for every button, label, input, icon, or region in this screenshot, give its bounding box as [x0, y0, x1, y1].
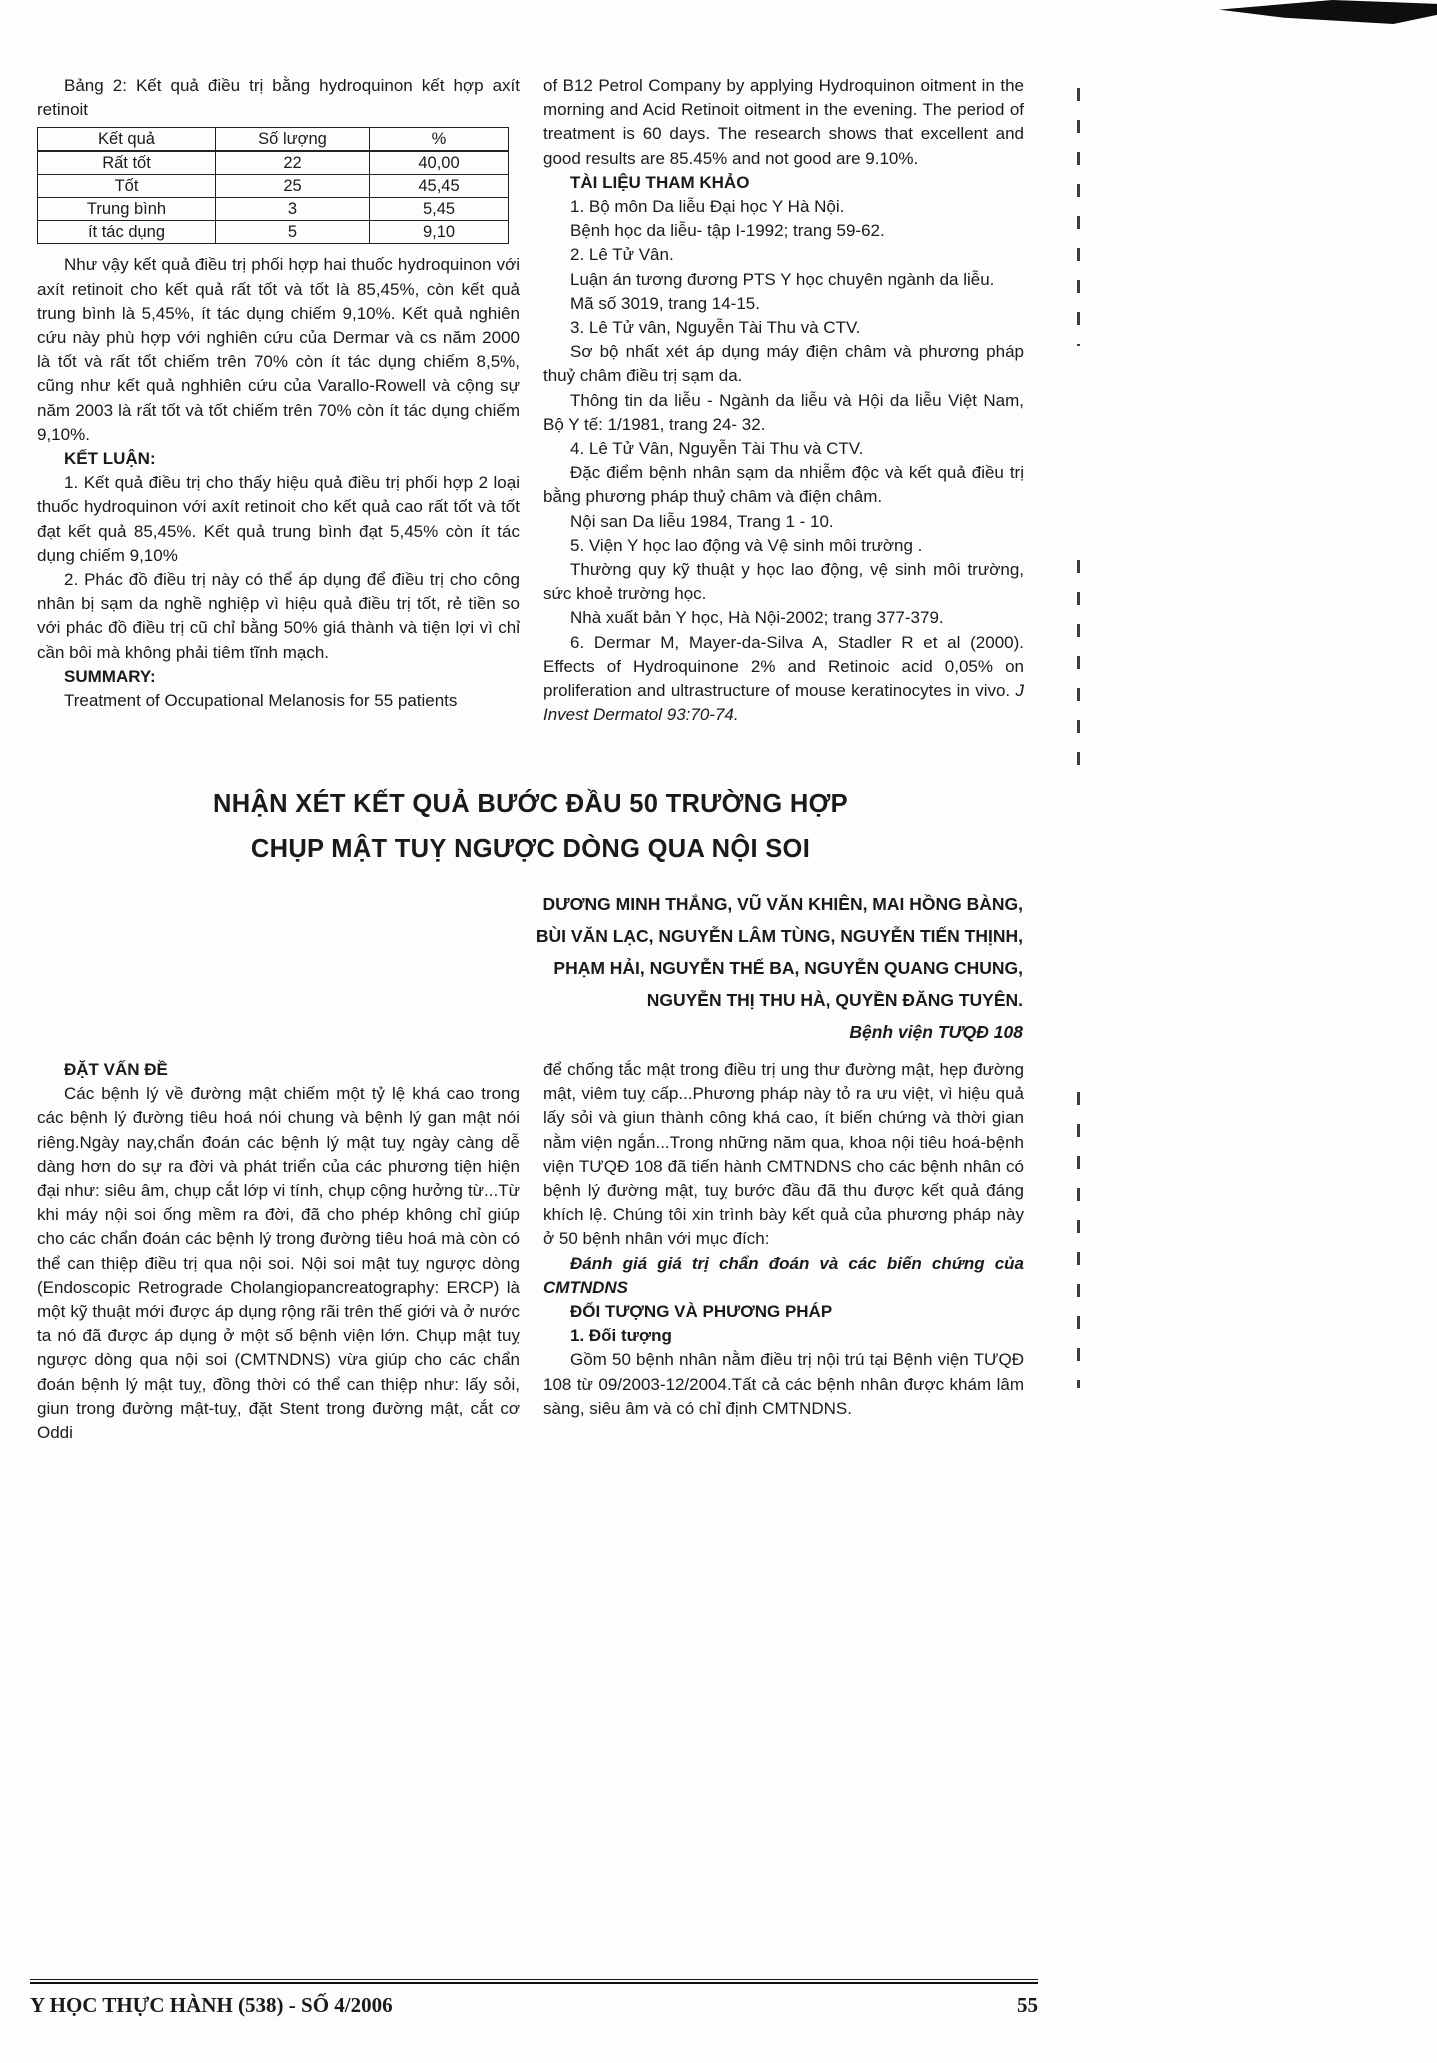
- table-caption: Bảng 2: Kết quả điều trị bằng hydroquinon kết hợp axít retinoit: [37, 76, 520, 120]
- article1-left-column: [37, 74, 520, 713]
- reference-item: Bệnh học da liễu- tập I-1992; trang 59-62.: [570, 221, 885, 241]
- table-header-cell: %: [370, 128, 509, 152]
- scan-corner-artifact: [1219, 0, 1437, 24]
- table-row: [38, 151, 509, 175]
- table-cell: Tốt: [38, 175, 216, 198]
- summary-heading: SUMMARY:: [64, 666, 156, 686]
- reference-item: [543, 631, 1024, 728]
- reference-item: Thường quy kỹ thuật y học lao động, vệ sinh môi trường, sức khoẻ trường học.: [543, 560, 1024, 604]
- article2-title-line1: NHẬN XÉT KẾT QUẢ BƯỚC ĐẦU 50 TRƯỜNG HỢP: [213, 790, 848, 818]
- reference-item: 3. Lê Tử vân, Nguyễn Tài Thu và CTV.: [570, 318, 861, 338]
- footer-journal-title: Y HỌC THỰC HÀNH (538) - SỐ 4/2006: [30, 1993, 393, 2017]
- article2-right-column: [543, 1058, 1024, 1421]
- intro-paragraph-right: để chống tắc mật trong điều trị ung thư đường mật, hẹp đường mật, viêm tuỵ cấp...Phương pháp này tỏ ra ưu việt, vì hiệu quả lấy sỏi và giun thành công khá cao, ít biến chứng và thời gian nằm viện ngắn...Trong những năm qua, khoa nội tiêu hoá-bệnh viện TƯQĐ 108 đã tiến hành CMTNDNS cho các bệnh nhân có bệnh lý đường mật, tuỵ bước đầu đã thu được kết quả đáng khích lệ. Chúng tôi xin trình bày kết quả của phương pháp này ở 50 bệnh nhân với mục đích:: [543, 1060, 1024, 1249]
- table-row: [38, 175, 509, 198]
- reference-item: Nhà xuất bản Y học, Hà Nội-2002; trang 377-379.: [570, 608, 944, 628]
- scan-dash-artifact: [1077, 560, 1080, 765]
- conclusion-item-1: 1. Kết quả điều trị cho thấy hiệu quả điều trị phối hợp 2 loại thuốc hydroquinon với axít retinoit cho kết quả cao rất tốt và tốt đạt kết quả 85,45%. Kết quả trung bình đạt 5,45% còn ít tác dụng chiếm 9,10%: [37, 473, 520, 565]
- references-heading: TÀI LIỆU THAM KHẢO: [570, 172, 750, 192]
- authors-line: BÙI VĂN LẠC, NGUYỄN LÂM TÙNG, NGUYỄN TIẾN THỊNH,: [535, 926, 1023, 946]
- article2-title-line2: CHỤP MẬT TUỴ NGƯỢC DÒNG QUA NỘI SOI: [250, 835, 811, 863]
- authors-line: PHẠM HẢI, NGUYỄN THẾ BA, NGUYỄN QUANG CHUNG,: [553, 958, 1023, 978]
- conclusion-item-2: 2. Phác đồ điều trị này có thể áp dụng để điều trị cho công nhân bị sạm da nghề nghiệp vì hiệu quả điều trị tốt, rẻ tiền so với phác đồ điều trị cũ chỉ bằng 50% giá thành và tiện lợi vì chỉ cần bôi mà không phải tiêm tĩnh mạch.: [37, 570, 520, 662]
- table-row: [38, 221, 509, 244]
- table-cell: 25: [216, 175, 370, 198]
- table-cell: Trung bình: [38, 198, 216, 221]
- reference-item: Thông tin da liễu - Ngành da liễu và Hội da liễu Việt Nam, Bộ Y tế: 1/1981, trang 24- 32.: [543, 390, 1024, 434]
- table-cell: 45,45: [370, 175, 509, 198]
- subjects-heading: 1. Đối tượng: [570, 1326, 672, 1346]
- journal-footer: [30, 1993, 1038, 2018]
- table-cell: 5: [216, 221, 370, 244]
- objective-statement: Đánh giá giá trị chẩn đoán và các biến chứng của CMTNDNS: [543, 1253, 1024, 1297]
- table-row: [38, 198, 509, 221]
- table-cell: Rất tốt: [38, 151, 216, 175]
- reference-item: Luận án tương đương PTS Y học chuyên ngành da liễu.: [570, 269, 995, 289]
- reference-journal-italic: J Invest Dermatol 93:70-74.: [543, 681, 1024, 725]
- article1-right-column: [543, 74, 1024, 727]
- table-cell: 22: [216, 151, 370, 175]
- results-table: [37, 127, 509, 244]
- table-header-cell: Kết quả: [38, 128, 216, 152]
- table-cell: 9,10: [370, 221, 509, 244]
- subjects-paragraph: Gồm 50 bệnh nhân nằm điều trị nội trú tại Bệnh viện TƯQĐ 108 từ 09/2003-12/2004.Tất cả các bệnh nhân được khám lâm sàng, siêu âm và có chỉ định CMTNDNS.: [543, 1350, 1024, 1418]
- article2-title: [37, 782, 1024, 872]
- intro-heading: ĐẶT VẤN ĐỀ: [64, 1060, 168, 1079]
- intro-paragraph-left: Các bệnh lý về đường mật chiếm một tỷ lệ khá cao trong các bệnh lý đường tiêu hoá nói chung và bệnh lý gan mật nói riêng.Ngày nay,chẩn đoán các bệnh lý mật tuỵ ngày càng dễ dàng hơn do sự ra đời và phát triển của các phương tiện hiện đại như: siêu âm, chụp cắt lớp vi tính, chụp cộng hưởng từ...Từ khi máy nội soi ống mềm ra đời, đã cho phép không chỉ giúp cho các chẩn đoán các bệnh lý trong đường tiêu hoá mà còn có thể can thiệp điều trị qua nội soi. Nội soi mật tuỵ ngược dòng (Endoscopic Retrograde Cholangiopancreatography: ERCP) là một kỹ thuật mới được áp dụng rộng rãi trên thế giới và ở nước ta nó đã được áp dụng ở một số bệnh viện lớn. Chụp mật tuỵ ngược dòng qua nội soi (CMTNDNS) vừa giúp cho các chẩn đoán bệnh lý mật tuỵ, đồng thời có thể can thiệp như: lấy sỏi, giun trong đường mật-tuỵ, đặt Stent trong đường mật, cắt cơ Oddi: [37, 1084, 520, 1443]
- conclusion-heading: KẾT LUẬN:: [64, 449, 156, 469]
- summary-text-continuation: of B12 Petrol Company by applying Hydroquinon oitment in the morning and Acid Retinoit oitment in the evening. The period of treatment is 60 days. The research shows that excellent and good results are 85.45% and not good are 9.10%.: [543, 76, 1024, 168]
- table-cell: 40,00: [370, 151, 509, 175]
- authors-line: NGUYỄN THỊ THU HÀ, QUYỀN ĐĂNG TUYÊN.: [646, 990, 1023, 1010]
- table-header-row: [38, 128, 509, 152]
- reference-item: 1. Bộ môn Da liễu Đại học Y Hà Nội.: [570, 197, 845, 217]
- table-cell: ít tác dụng: [38, 221, 216, 244]
- reference-item: Đặc điểm bệnh nhân sạm da nhiễm độc và kết quả điều trị bằng phương pháp thuỷ châm và điện châm.: [543, 463, 1024, 507]
- authors-line: DƯƠNG MINH THẮNG, VŨ VĂN KHIÊN, MAI HỒNG BÀNG,: [542, 894, 1023, 914]
- reference-item: 5. Viện Y học lao động và Vệ sinh môi trường .: [570, 535, 923, 555]
- table-cell: 5,45: [370, 198, 509, 221]
- methods-heading: ĐỐI TƯỢNG VÀ PHƯƠNG PHÁP: [570, 1302, 833, 1322]
- scan-dash-artifact: [1077, 88, 1080, 346]
- article2-left-column: [37, 1058, 520, 1445]
- discussion-paragraph: Như vậy kết quả điều trị phối hợp hai thuốc hydroquinon với axít retinoit cho kết quả rất tốt và tốt là 85,45%, còn kết quả trung bình là 5,45%, ít tác dụng chiếm 9,10%. Kết quả nghiên cứu này phù hợp với nghiên cứu của Dermar và cs năm 2000 là tốt và rất tốt chiếm trên 70% còn ít tác dụng chiếm 8,5%, cũng như kết quả nghhiên cứu của Varallo-Rowell và cộng sự năm 2003 là rất tốt và tốt chiếm trên 70% còn ít tác dụng chiếm 9,10%.: [37, 255, 520, 444]
- reference-item: Mã số 3019, trang 14-15.: [570, 293, 760, 313]
- footer-rule: [30, 1979, 1038, 1984]
- summary-text-start: Treatment of Occupational Melanosis for 55 patients: [64, 691, 458, 711]
- reference-item: Nội san Da liễu 1984, Trang 1 - 10.: [570, 511, 834, 531]
- table-header-cell: Số lượng: [216, 128, 370, 152]
- article2-authors-block: [37, 888, 1023, 1048]
- affiliation: Bệnh viện TƯQĐ 108: [849, 1022, 1023, 1042]
- scan-dash-artifact: [1077, 1092, 1080, 1388]
- reference-item: Sơ bộ nhất xét áp dụng máy điện châm và phương pháp thuỷ châm điều trị sạm da.: [543, 342, 1024, 386]
- reference-text: 6. Dermar M, Mayer-da-Silva A, Stadler R et al (2000). Effects of Hydroquinone 2% and Retinoic acid 0,05% on proliferation and ultrastructure of mouse keratinocytes in vivo.: [543, 632, 1024, 701]
- table-cell: 3: [216, 198, 370, 221]
- footer-page-number: 55: [1017, 1993, 1038, 2017]
- reference-item: 2. Lê Tử Vân.: [570, 245, 674, 265]
- reference-item: 4. Lê Tử Vân, Nguyễn Tài Thu và CTV.: [570, 439, 864, 459]
